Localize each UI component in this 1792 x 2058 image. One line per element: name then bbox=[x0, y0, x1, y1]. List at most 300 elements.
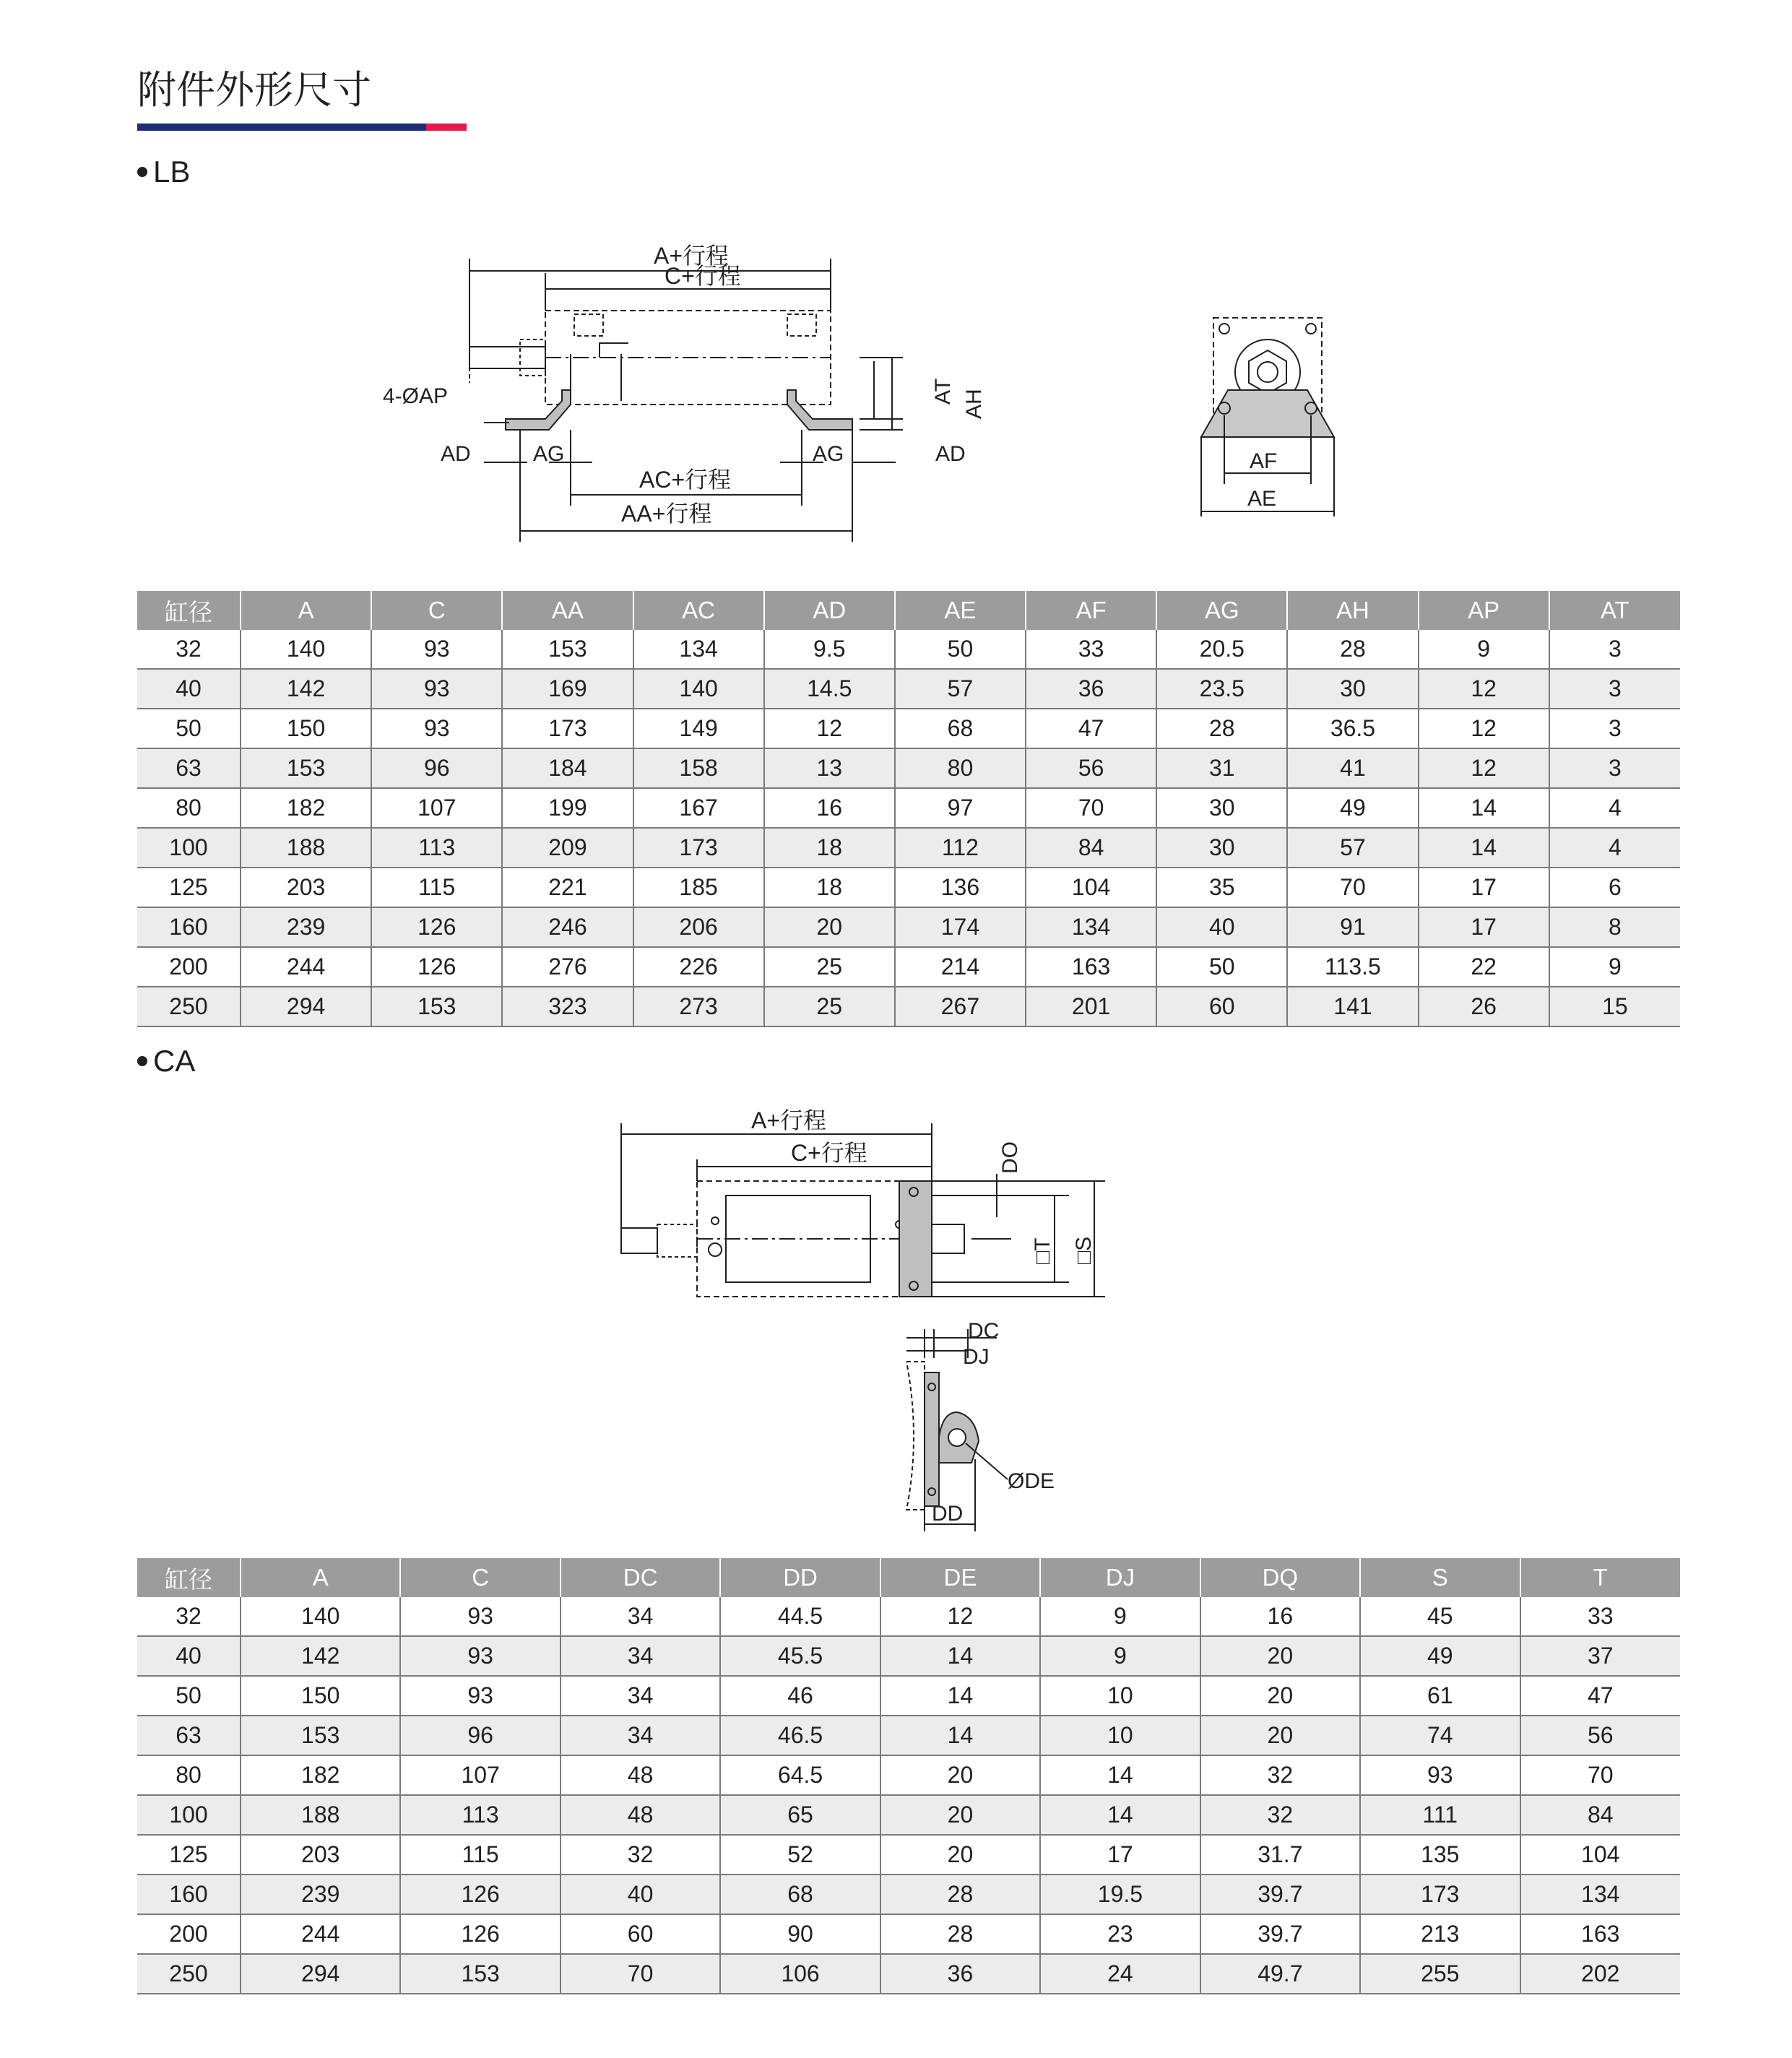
table-cell: 150 bbox=[241, 1676, 400, 1716]
table-cell: 3 bbox=[1549, 748, 1680, 788]
ca-col-dd: DD bbox=[720, 1558, 880, 1597]
table-cell: 126 bbox=[400, 1914, 560, 1954]
table-cell: 91 bbox=[1287, 907, 1418, 947]
table-row bbox=[137, 1835, 1680, 1875]
table-row bbox=[137, 1716, 1680, 1755]
table-row bbox=[137, 1795, 1680, 1835]
table-cell: 126 bbox=[371, 947, 502, 987]
table-cell: 214 bbox=[895, 947, 1026, 987]
table-row bbox=[137, 1914, 1680, 1954]
table-cell: 18 bbox=[764, 868, 895, 907]
table-cell: 48 bbox=[560, 1795, 720, 1835]
table-cell: 135 bbox=[1360, 1835, 1520, 1875]
lb-dimension-table bbox=[137, 591, 1680, 1027]
table-cell: 153 bbox=[371, 987, 502, 1026]
table-cell: 63 bbox=[137, 748, 241, 788]
ca-dj-label: DJ bbox=[963, 1345, 990, 1369]
table-cell: 34 bbox=[560, 1636, 720, 1676]
table-cell: 22 bbox=[1419, 947, 1549, 987]
table-cell: 93 bbox=[400, 1676, 560, 1716]
table-cell: 70 bbox=[1287, 868, 1418, 907]
table-cell: 158 bbox=[633, 748, 764, 788]
table-cell: 153 bbox=[241, 748, 371, 788]
table-cell: 37 bbox=[1520, 1636, 1681, 1676]
table-cell: 93 bbox=[371, 669, 502, 709]
table-cell: 115 bbox=[371, 868, 502, 907]
table-cell: 9 bbox=[1419, 630, 1549, 669]
table-cell: 14 bbox=[1419, 828, 1549, 868]
table-cell: 31 bbox=[1156, 748, 1287, 788]
table-cell: 294 bbox=[241, 987, 371, 1026]
table-cell: 209 bbox=[502, 828, 633, 868]
lb-aa-stroke-label: AA+行程 bbox=[621, 501, 712, 527]
table-cell: 23 bbox=[1040, 1914, 1200, 1954]
ca-a-stroke-label: A+行程 bbox=[751, 1107, 827, 1133]
table-cell: 49.7 bbox=[1200, 1954, 1360, 1994]
table-cell: 9 bbox=[1549, 947, 1680, 987]
table-row bbox=[137, 1597, 1680, 1636]
table-cell: 70 bbox=[560, 1954, 720, 1994]
bullet-icon bbox=[137, 1056, 147, 1066]
table-cell: 9 bbox=[1040, 1636, 1200, 1676]
table-cell: 294 bbox=[241, 1954, 400, 1994]
table-cell: 199 bbox=[502, 788, 633, 828]
table-cell: 3 bbox=[1549, 709, 1680, 748]
table-cell: 3 bbox=[1549, 669, 1680, 709]
table-cell: 25 bbox=[764, 947, 895, 987]
table-cell: 244 bbox=[241, 1914, 400, 1954]
table-cell: 12 bbox=[1419, 669, 1549, 709]
table-cell: 239 bbox=[241, 1875, 400, 1914]
table-cell: 203 bbox=[241, 868, 371, 907]
table-cell: 16 bbox=[1200, 1597, 1360, 1636]
table-cell: 239 bbox=[241, 907, 371, 947]
table-cell: 36 bbox=[880, 1954, 1040, 1994]
table-cell: 250 bbox=[137, 1954, 241, 1994]
table-cell: 163 bbox=[1520, 1914, 1681, 1954]
table-row bbox=[137, 669, 1680, 709]
table-cell: 32 bbox=[137, 1597, 241, 1636]
table-cell: 10 bbox=[1040, 1676, 1200, 1716]
table-cell: 28 bbox=[880, 1875, 1040, 1914]
table-cell: 107 bbox=[400, 1755, 560, 1795]
ca-table-header-row bbox=[137, 1558, 1680, 1597]
table-cell: 126 bbox=[400, 1875, 560, 1914]
table-cell: 153 bbox=[502, 630, 633, 669]
table-cell: 84 bbox=[1520, 1795, 1681, 1835]
table-cell: 40 bbox=[137, 1636, 241, 1676]
table-cell: 28 bbox=[880, 1914, 1040, 1954]
table-cell: 200 bbox=[137, 1914, 241, 1954]
table-cell: 57 bbox=[1287, 828, 1418, 868]
table-cell: 35 bbox=[1156, 868, 1287, 907]
table-cell: 64.5 bbox=[720, 1755, 880, 1795]
table-cell: 14 bbox=[1419, 788, 1549, 828]
table-cell: 126 bbox=[371, 907, 502, 947]
table-cell: 140 bbox=[633, 669, 764, 709]
table-cell: 142 bbox=[241, 669, 371, 709]
ca-detail-drawing bbox=[885, 1315, 1116, 1546]
table-cell: 93 bbox=[371, 630, 502, 669]
table-cell: 150 bbox=[241, 709, 371, 748]
table-cell: 50 bbox=[137, 1676, 241, 1716]
ca-col-t: T bbox=[1520, 1558, 1681, 1597]
table-cell: 104 bbox=[1520, 1835, 1681, 1875]
lb-col-c: C bbox=[371, 591, 502, 630]
table-cell: 14 bbox=[880, 1636, 1040, 1676]
table-cell: 153 bbox=[241, 1716, 400, 1755]
table-cell: 202 bbox=[1520, 1954, 1681, 1994]
table-cell: 153 bbox=[400, 1954, 560, 1994]
lb-af-label: AF bbox=[1250, 449, 1278, 473]
table-cell: 46 bbox=[720, 1676, 880, 1716]
table-cell: 70 bbox=[1026, 788, 1156, 828]
table-row bbox=[137, 788, 1680, 828]
table-cell: 267 bbox=[895, 987, 1026, 1026]
table-cell: 40 bbox=[137, 669, 241, 709]
lb-table-body bbox=[137, 630, 1680, 1026]
lb-col-bore: 缸径 bbox=[137, 591, 241, 630]
table-cell: 125 bbox=[137, 868, 241, 907]
table-cell: 14.5 bbox=[764, 669, 895, 709]
table-row bbox=[137, 1954, 1680, 1994]
table-cell: 60 bbox=[560, 1914, 720, 1954]
table-cell: 246 bbox=[502, 907, 633, 947]
table-cell: 60 bbox=[1156, 987, 1287, 1026]
table-cell: 36 bbox=[1026, 669, 1156, 709]
ca-col-bore: 缸径 bbox=[137, 1558, 241, 1597]
title-underline-blue bbox=[137, 124, 426, 131]
table-cell: 173 bbox=[1360, 1875, 1520, 1914]
table-cell: 112 bbox=[895, 828, 1026, 868]
lb-table-header-row bbox=[137, 591, 1680, 630]
lb-col-aa: AA bbox=[502, 591, 633, 630]
lb-ac-stroke-label: AC+行程 bbox=[639, 467, 732, 493]
ca-t-label: □T bbox=[1031, 1237, 1055, 1264]
table-cell: 140 bbox=[241, 1597, 400, 1636]
table-cell: 12 bbox=[1419, 748, 1549, 788]
table-cell: 34 bbox=[560, 1676, 720, 1716]
table-cell: 20 bbox=[1200, 1636, 1360, 1676]
table-cell: 173 bbox=[633, 828, 764, 868]
table-row bbox=[137, 1755, 1680, 1795]
table-row bbox=[137, 947, 1680, 987]
table-cell: 17 bbox=[1419, 907, 1549, 947]
table-cell: 20 bbox=[880, 1835, 1040, 1875]
lb-at-label: AT bbox=[931, 378, 955, 405]
lb-side-drawing bbox=[376, 238, 997, 549]
lb-col-ap: AP bbox=[1419, 591, 1549, 630]
lb-ag-right-label: AG bbox=[813, 442, 844, 466]
table-row bbox=[137, 630, 1680, 669]
table-cell: 9 bbox=[1040, 1597, 1200, 1636]
table-cell: 32 bbox=[1200, 1795, 1360, 1835]
table-cell: 44.5 bbox=[720, 1597, 880, 1636]
lb-front-drawing bbox=[1195, 311, 1340, 520]
lb-section-heading bbox=[137, 157, 190, 187]
table-cell: 125 bbox=[137, 1835, 241, 1875]
table-cell: 273 bbox=[633, 987, 764, 1026]
table-cell: 33 bbox=[1520, 1597, 1681, 1636]
table-cell: 68 bbox=[895, 709, 1026, 748]
lb-col-ah: AH bbox=[1287, 591, 1418, 630]
ca-col-dc: DC bbox=[560, 1558, 720, 1597]
table-row bbox=[137, 1676, 1680, 1716]
table-cell: 23.5 bbox=[1156, 669, 1287, 709]
table-cell: 184 bbox=[502, 748, 633, 788]
table-cell: 250 bbox=[137, 987, 241, 1026]
table-cell: 32 bbox=[560, 1835, 720, 1875]
ca-col-c: C bbox=[400, 1558, 560, 1597]
table-cell: 276 bbox=[502, 947, 633, 987]
table-cell: 12 bbox=[880, 1597, 1040, 1636]
table-cell: 188 bbox=[241, 828, 371, 868]
table-cell: 140 bbox=[241, 630, 371, 669]
table-cell: 200 bbox=[137, 947, 241, 987]
table-cell: 49 bbox=[1287, 788, 1418, 828]
table-cell: 255 bbox=[1360, 1954, 1520, 1994]
lb-col-a: A bbox=[241, 591, 371, 630]
table-cell: 39.7 bbox=[1200, 1875, 1360, 1914]
table-cell: 16 bbox=[764, 788, 895, 828]
table-cell: 160 bbox=[137, 1875, 241, 1914]
table-cell: 50 bbox=[895, 630, 1026, 669]
table-cell: 12 bbox=[1419, 709, 1549, 748]
ca-col-dq: DQ bbox=[1200, 1558, 1360, 1597]
table-cell: 20 bbox=[764, 907, 895, 947]
lb-col-ag: AG bbox=[1156, 591, 1287, 630]
table-cell: 56 bbox=[1520, 1716, 1681, 1755]
table-cell: 100 bbox=[137, 1795, 241, 1835]
lb-c-stroke-label: C+行程 bbox=[665, 263, 741, 289]
table-cell: 68 bbox=[720, 1875, 880, 1914]
lb-ae-label: AE bbox=[1247, 487, 1277, 511]
table-cell: 30 bbox=[1156, 788, 1287, 828]
lb-ag-left-label: AG bbox=[533, 442, 565, 466]
table-cell: 182 bbox=[241, 788, 371, 828]
table-cell: 80 bbox=[895, 748, 1026, 788]
table-cell: 93 bbox=[400, 1636, 560, 1676]
table-cell: 17 bbox=[1419, 868, 1549, 907]
table-cell: 3 bbox=[1549, 630, 1680, 669]
table-cell: 169 bbox=[502, 669, 633, 709]
ca-table-body bbox=[137, 1597, 1680, 1994]
table-cell: 188 bbox=[241, 1795, 400, 1835]
ca-do-label: DO bbox=[998, 1141, 1022, 1174]
table-cell: 24 bbox=[1040, 1954, 1200, 1994]
table-cell: 45.5 bbox=[720, 1636, 880, 1676]
table-cell: 149 bbox=[633, 709, 764, 748]
table-cell: 323 bbox=[502, 987, 633, 1026]
lb-a-stroke-label: A+行程 bbox=[654, 243, 730, 269]
table-cell: 36.5 bbox=[1287, 709, 1418, 748]
table-cell: 50 bbox=[137, 709, 241, 748]
table-cell: 100 bbox=[137, 828, 241, 868]
table-cell: 96 bbox=[371, 748, 502, 788]
lb-heading-label: LB bbox=[153, 155, 191, 189]
table-cell: 93 bbox=[400, 1597, 560, 1636]
ca-dd-label: DD bbox=[932, 1502, 964, 1526]
table-cell: 111 bbox=[1360, 1795, 1520, 1835]
table-cell: 90 bbox=[720, 1914, 880, 1954]
table-cell: 93 bbox=[371, 709, 502, 748]
ca-col-dj: DJ bbox=[1040, 1558, 1200, 1597]
table-cell: 20 bbox=[1200, 1716, 1360, 1755]
table-row bbox=[137, 907, 1680, 947]
table-cell: 167 bbox=[633, 788, 764, 828]
table-cell: 20 bbox=[880, 1795, 1040, 1835]
table-cell: 134 bbox=[1026, 907, 1156, 947]
table-cell: 14 bbox=[1040, 1755, 1200, 1795]
page-title: 附件外形尺寸 bbox=[137, 69, 371, 112]
table-cell: 4 bbox=[1549, 828, 1680, 868]
table-cell: 30 bbox=[1287, 669, 1418, 709]
table-cell: 12 bbox=[764, 709, 895, 748]
table-cell: 136 bbox=[895, 868, 1026, 907]
table-cell: 74 bbox=[1360, 1716, 1520, 1755]
table-cell: 41 bbox=[1287, 748, 1418, 788]
table-row bbox=[137, 709, 1680, 748]
bullet-icon bbox=[137, 167, 147, 177]
table-row bbox=[137, 748, 1680, 788]
table-cell: 142 bbox=[241, 1636, 400, 1676]
lb-col-ad: AD bbox=[764, 591, 895, 630]
table-cell: 70 bbox=[1520, 1755, 1681, 1795]
table-cell: 8 bbox=[1549, 907, 1680, 947]
table-cell: 4 bbox=[1549, 788, 1680, 828]
table-cell: 57 bbox=[895, 669, 1026, 709]
title-underline bbox=[137, 124, 467, 131]
table-cell: 163 bbox=[1026, 947, 1156, 987]
table-cell: 49 bbox=[1360, 1636, 1520, 1676]
table-cell: 20 bbox=[880, 1755, 1040, 1795]
table-cell: 201 bbox=[1026, 987, 1156, 1026]
table-cell: 28 bbox=[1287, 630, 1418, 669]
title-underline-red bbox=[426, 124, 467, 131]
table-cell: 46.5 bbox=[720, 1716, 880, 1755]
table-row bbox=[137, 1636, 1680, 1676]
table-cell: 26 bbox=[1419, 987, 1549, 1026]
table-cell: 32 bbox=[137, 630, 241, 669]
ca-section-heading bbox=[137, 1046, 195, 1076]
ca-dimension-table bbox=[137, 1558, 1680, 1994]
table-cell: 14 bbox=[1040, 1795, 1200, 1835]
lb-col-af: AF bbox=[1026, 591, 1156, 630]
table-cell: 40 bbox=[1156, 907, 1287, 947]
table-cell: 17 bbox=[1040, 1835, 1200, 1875]
table-row bbox=[137, 828, 1680, 868]
table-cell: 45 bbox=[1360, 1597, 1520, 1636]
table-row bbox=[137, 1875, 1680, 1914]
ca-col-s: S bbox=[1360, 1558, 1520, 1597]
table-cell: 13 bbox=[764, 748, 895, 788]
lb-ap-label: 4-ØAP bbox=[383, 384, 449, 408]
table-cell: 113 bbox=[400, 1795, 560, 1835]
table-cell: 244 bbox=[241, 947, 371, 987]
lb-ah-label: AH bbox=[962, 389, 986, 419]
table-cell: 226 bbox=[633, 947, 764, 987]
table-cell: 134 bbox=[633, 630, 764, 669]
table-cell: 80 bbox=[137, 788, 241, 828]
table-cell: 47 bbox=[1026, 709, 1156, 748]
table-cell: 134 bbox=[1520, 1875, 1681, 1914]
table-cell: 84 bbox=[1026, 828, 1156, 868]
table-cell: 65 bbox=[720, 1795, 880, 1835]
table-cell: 40 bbox=[560, 1875, 720, 1914]
table-cell: 32 bbox=[1200, 1755, 1360, 1795]
table-cell: 18 bbox=[764, 828, 895, 868]
table-cell: 106 bbox=[720, 1954, 880, 1994]
table-row bbox=[137, 868, 1680, 907]
table-cell: 61 bbox=[1360, 1676, 1520, 1716]
ca-c-stroke-label: C+行程 bbox=[791, 1140, 867, 1166]
table-cell: 107 bbox=[371, 788, 502, 828]
table-cell: 104 bbox=[1026, 868, 1156, 907]
table-cell: 9.5 bbox=[764, 630, 895, 669]
table-cell: 50 bbox=[1156, 947, 1287, 987]
table-cell: 52 bbox=[720, 1835, 880, 1875]
table-cell: 15 bbox=[1549, 987, 1680, 1026]
table-cell: 213 bbox=[1360, 1914, 1520, 1954]
table-cell: 173 bbox=[502, 709, 633, 748]
table-cell: 31.7 bbox=[1200, 1835, 1360, 1875]
table-row bbox=[137, 987, 1680, 1026]
table-cell: 160 bbox=[137, 907, 241, 947]
table-cell: 14 bbox=[880, 1716, 1040, 1755]
table-cell: 221 bbox=[502, 868, 633, 907]
table-cell: 115 bbox=[400, 1835, 560, 1875]
table-cell: 185 bbox=[633, 868, 764, 907]
ca-side-drawing bbox=[607, 1102, 1127, 1318]
table-cell: 63 bbox=[137, 1716, 241, 1755]
table-cell: 6 bbox=[1549, 868, 1680, 907]
table-cell: 113 bbox=[371, 828, 502, 868]
table-cell: 20.5 bbox=[1156, 630, 1287, 669]
lb-ad-left-label: AD bbox=[441, 442, 471, 466]
table-cell: 20 bbox=[1200, 1676, 1360, 1716]
ca-col-a: A bbox=[241, 1558, 400, 1597]
table-cell: 30 bbox=[1156, 828, 1287, 868]
table-cell: 141 bbox=[1287, 987, 1418, 1026]
ca-col-de: DE bbox=[880, 1558, 1040, 1597]
ca-heading-label: CA bbox=[153, 1044, 196, 1078]
lb-col-ae: AE bbox=[895, 591, 1026, 630]
table-cell: 206 bbox=[633, 907, 764, 947]
table-cell: 34 bbox=[560, 1716, 720, 1755]
table-cell: 19.5 bbox=[1040, 1875, 1200, 1914]
table-cell: 34 bbox=[560, 1597, 720, 1636]
table-cell: 47 bbox=[1520, 1676, 1681, 1716]
ca-dc-label: DC bbox=[968, 1319, 1000, 1343]
table-cell: 25 bbox=[764, 987, 895, 1026]
table-cell: 174 bbox=[895, 907, 1026, 947]
table-cell: 33 bbox=[1026, 630, 1156, 669]
lb-col-ac: AC bbox=[633, 591, 764, 630]
table-cell: 93 bbox=[1360, 1755, 1520, 1795]
ca-de-label: ØDE bbox=[1008, 1469, 1055, 1493]
table-cell: 182 bbox=[241, 1755, 400, 1795]
table-cell: 96 bbox=[400, 1716, 560, 1755]
lb-col-at: AT bbox=[1549, 591, 1680, 630]
lb-ad-right-label: AD bbox=[935, 442, 966, 466]
table-cell: 39.7 bbox=[1200, 1914, 1360, 1954]
table-cell: 14 bbox=[880, 1676, 1040, 1716]
table-cell: 28 bbox=[1156, 709, 1287, 748]
table-cell: 10 bbox=[1040, 1716, 1200, 1755]
table-cell: 48 bbox=[560, 1755, 720, 1795]
table-cell: 80 bbox=[137, 1755, 241, 1795]
table-cell: 97 bbox=[895, 788, 1026, 828]
